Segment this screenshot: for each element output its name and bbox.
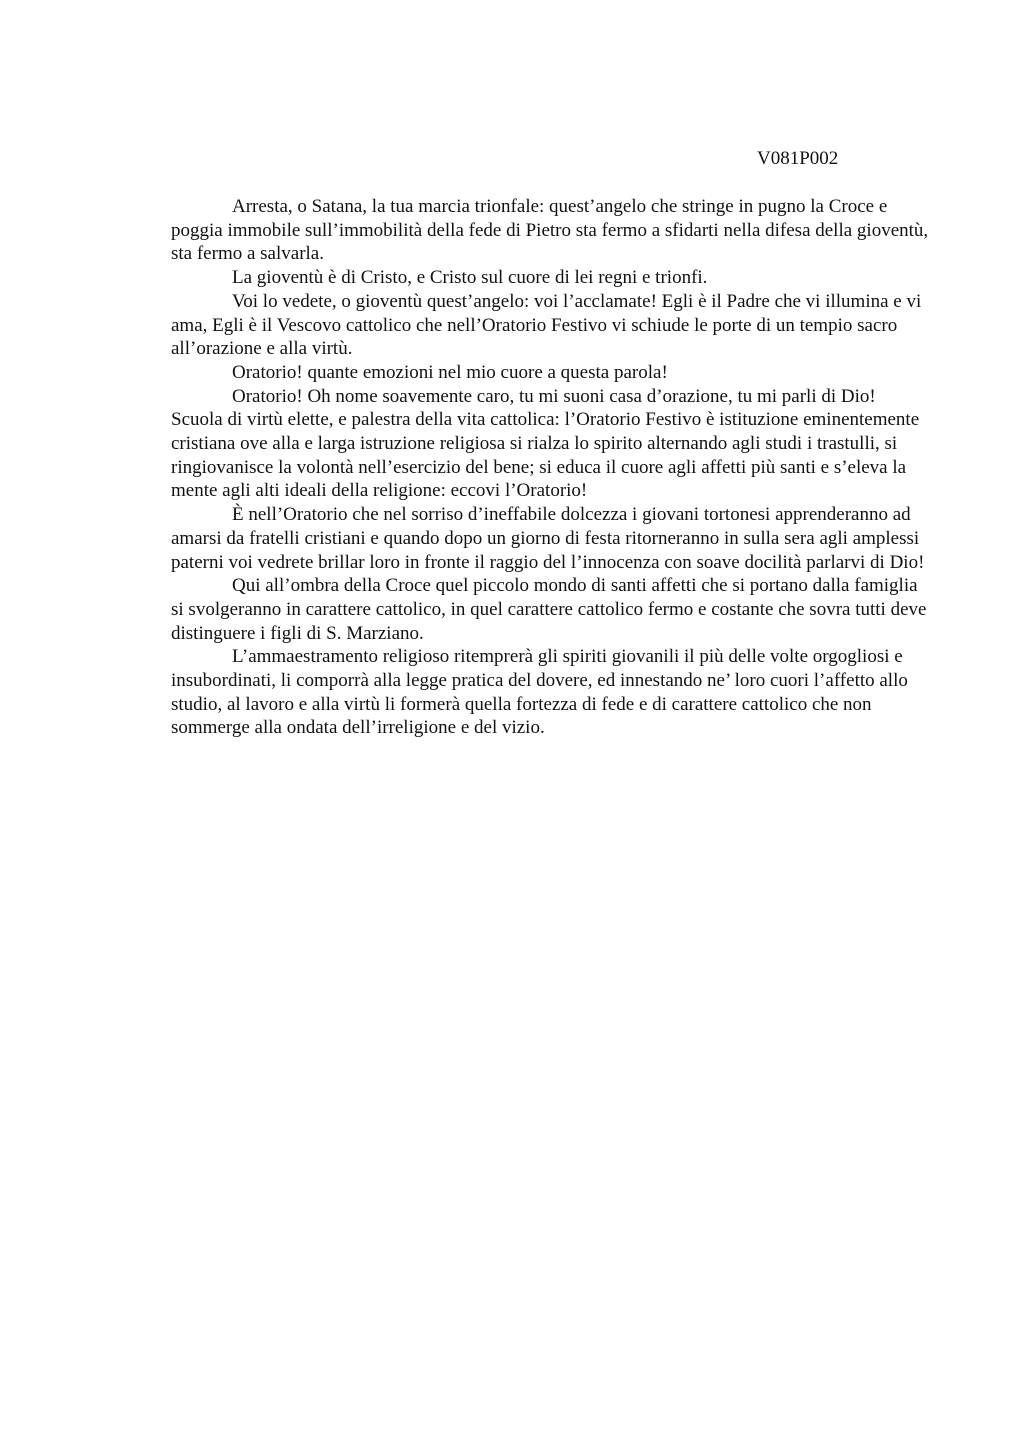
paragraph-4: Oratorio! quante emozioni nel mio cuore a questa parola! (232, 361, 668, 383)
paragraph-2: La gioventù è di Cristo, e Cristo sul cuore di lei regni e trionfi. (232, 267, 708, 289)
paragraph-1: Arresta, o Satana, la tua marcia trionfale: quest’angelo che stringe in pugno la Croce e poggia immobile sull’immobilità della fede di Pietro sta fermo a sfidarti nella difesa della gioventù, sta fermo a salvarla. (171, 196, 929, 265)
paragraph-3: Voi lo vedete, o gioventù quest’angelo: voi l’acclamate! Egli è il Padre che vi illumina e vi ama, Egli è il Vescovo cattolico che nell’Oratorio Festivo vi schiude le porte di un tempio sacro all’orazione e alla virtù. (171, 290, 922, 360)
paragraph-7: Qui all’ombra della Croce quel piccolo mondo di santi affetti che si portano dalla famiglia si svolgeranno in carattere cattolico, in quel carattere cattolico fermo e costante che sovra tutti deve distinguere i figli di S. Marziano. (171, 575, 927, 644)
paragraph-5: Oratorio! Oh nome soavemente caro, tu mi suoni casa d’orazione, tu mi parli di Dio! Scuola di virtù elette, e palestra della vita cattolica: l’Oratorio Festivo è istituzione eminentemente cristiana ove alla e larga istruzione religiosa si rialza lo spirito alternando agli studi i trastulli, si ringiovanisce la volontà nell’esercizio del bene; si educa il cuore agli affetti più santi e s’eleva la mente agli alti ideali della religione: eccovi l’Oratorio! (171, 385, 920, 502)
paragraph-8: L’ammaestramento religioso ritemprerà gli spiriti giovanili il più delle volte orgogliosi e insubordinati, li comporrà alla legge pratica del dovere, ed innestando ne’ loro cuori l’affetto allo studio, al lavoro e alla virtù li formerà quella fortezza di fede e di carattere cattolico che non sommerge alla ondata dell’irreligione e del vizio. (171, 646, 908, 739)
body-text (171, 195, 931, 740)
page-code: V081P002 (757, 148, 839, 169)
paragraph-6: È nell’Oratorio che nel sorriso d’ineffabile dolcezza i giovani tortonesi apprenderanno ad amarsi da fratelli cristiani e quando dopo un giorno di festa ritorneranno in sulla sera agli amplessi paterni voi vedrete brillar loro in fronte il raggio del l’innocenza con soave docilità parlarvi di Dio! (171, 504, 925, 573)
